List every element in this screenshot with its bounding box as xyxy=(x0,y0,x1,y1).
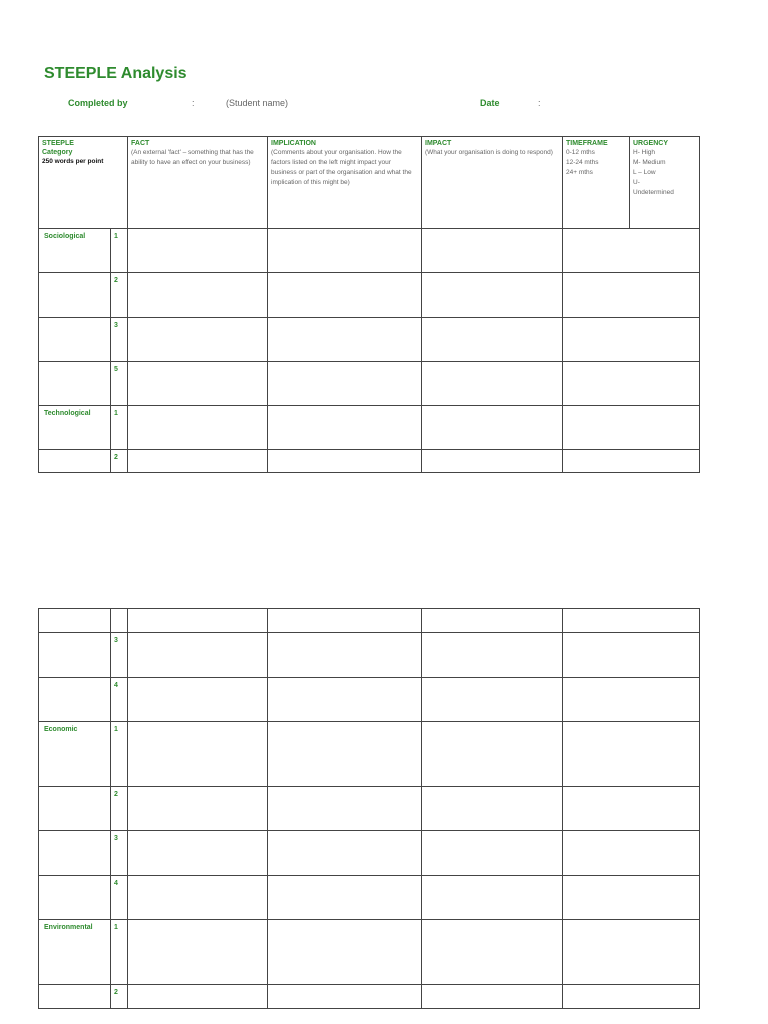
fact-cell[interactable] xyxy=(128,362,268,406)
implication-cell[interactable] xyxy=(268,678,422,722)
timeframe-item: 12-24 mths xyxy=(566,159,599,166)
table-row xyxy=(39,985,700,1009)
fact-cell[interactable] xyxy=(128,876,268,920)
category-cell: Technological xyxy=(39,406,111,450)
timeframe-item: 0-12 mths xyxy=(566,149,595,156)
implication-cell[interactable] xyxy=(268,450,422,473)
implication-cell[interactable] xyxy=(268,362,422,406)
date-field[interactable]: : xyxy=(538,98,541,108)
completed-by-colon: : xyxy=(192,98,195,108)
point-number: 3 xyxy=(111,831,128,876)
impact-cell[interactable] xyxy=(422,920,563,985)
category-cell xyxy=(39,633,111,678)
implication-cell[interactable] xyxy=(268,876,422,920)
header-impact xyxy=(422,137,563,229)
category-cell xyxy=(39,609,111,633)
header-impact-title: IMPACT xyxy=(425,140,452,147)
point-number: 1 xyxy=(111,406,128,450)
implication-cell[interactable] xyxy=(268,920,422,985)
header-timeframe xyxy=(563,137,630,229)
timeframe-urgency-cell[interactable] xyxy=(563,678,700,722)
category-cell xyxy=(39,876,111,920)
implication-cell[interactable] xyxy=(268,406,422,450)
point-number: 1 xyxy=(111,722,128,787)
point-number: 2 xyxy=(111,273,128,318)
steeple-table-page-1 xyxy=(38,136,700,473)
impact-cell[interactable] xyxy=(422,633,563,678)
fact-cell[interactable] xyxy=(128,609,268,633)
fact-cell[interactable] xyxy=(128,450,268,473)
category-cell: Environmental xyxy=(39,920,111,985)
timeframe-urgency-cell[interactable] xyxy=(563,450,700,473)
impact-cell[interactable] xyxy=(422,609,563,633)
header-fact-sub: (An external 'fact' – something that has the ability to have an effect on your business) xyxy=(131,149,254,166)
point-number: 2 xyxy=(111,787,128,831)
table-row xyxy=(39,920,700,985)
impact-cell[interactable] xyxy=(422,229,563,273)
timeframe-urgency-cell[interactable] xyxy=(563,920,700,985)
fact-cell[interactable] xyxy=(128,920,268,985)
implication-cell[interactable] xyxy=(268,722,422,787)
implication-cell[interactable] xyxy=(268,985,422,1009)
header-urgency xyxy=(630,137,700,229)
table-row xyxy=(39,787,700,831)
fact-cell[interactable] xyxy=(128,229,268,273)
impact-cell[interactable] xyxy=(422,787,563,831)
implication-cell[interactable] xyxy=(268,318,422,362)
header-category-title-2: Category xyxy=(42,149,73,156)
category-cell xyxy=(39,985,111,1009)
table-row xyxy=(39,678,700,722)
urgency-item: L – Low xyxy=(633,169,656,176)
header-category-title-1: STEEPLE xyxy=(42,140,74,147)
impact-cell[interactable] xyxy=(422,273,563,318)
header-implication xyxy=(268,137,422,229)
header-fact xyxy=(128,137,268,229)
timeframe-urgency-cell[interactable] xyxy=(563,787,700,831)
fact-cell[interactable] xyxy=(128,678,268,722)
timeframe-urgency-cell[interactable] xyxy=(563,722,700,787)
table-row xyxy=(39,362,700,406)
urgency-item: U- xyxy=(633,179,640,186)
fact-cell[interactable] xyxy=(128,633,268,678)
point-number xyxy=(111,609,128,633)
impact-cell[interactable] xyxy=(422,450,563,473)
fact-cell[interactable] xyxy=(128,831,268,876)
page-title: STEEPLE Analysis xyxy=(44,65,187,82)
category-cell xyxy=(39,450,111,473)
implication-cell[interactable] xyxy=(268,273,422,318)
point-number: 1 xyxy=(111,229,128,273)
timeframe-urgency-cell[interactable] xyxy=(563,273,700,318)
table-header-row xyxy=(39,137,700,229)
header-urgency-title: URGENCY xyxy=(633,140,669,147)
fact-cell[interactable] xyxy=(128,787,268,831)
category-cell: Sociological xyxy=(39,229,111,273)
completed-by-label: Completed by xyxy=(68,98,128,108)
header-implication-title: IMPLICATION xyxy=(271,140,316,147)
header-fact-title: FACT xyxy=(131,140,150,147)
implication-cell[interactable] xyxy=(268,633,422,678)
table-row xyxy=(39,609,700,633)
impact-cell[interactable] xyxy=(422,406,563,450)
table-row xyxy=(39,633,700,678)
category-cell: Economic xyxy=(39,722,111,787)
impact-cell[interactable] xyxy=(422,722,563,787)
table-row xyxy=(39,876,700,920)
implication-cell[interactable] xyxy=(268,787,422,831)
table-row xyxy=(39,273,700,318)
timeframe-urgency-cell[interactable] xyxy=(563,633,700,678)
implication-cell[interactable] xyxy=(268,831,422,876)
point-number: 3 xyxy=(111,318,128,362)
table-row xyxy=(39,722,700,787)
student-name-field[interactable]: (Student name) xyxy=(226,98,289,108)
table-row xyxy=(39,229,700,273)
timeframe-urgency-cell[interactable] xyxy=(563,985,700,1009)
table-row xyxy=(39,831,700,876)
implication-cell[interactable] xyxy=(268,609,422,633)
steeple-table-page-2 xyxy=(38,608,700,1009)
impact-cell[interactable] xyxy=(422,831,563,876)
urgency-item: H- High xyxy=(633,149,656,156)
category-cell xyxy=(39,362,111,406)
table-row xyxy=(39,450,700,473)
category-cell xyxy=(39,318,111,362)
category-cell xyxy=(39,273,111,318)
fact-cell[interactable] xyxy=(128,406,268,450)
point-number: 1 xyxy=(111,920,128,985)
impact-cell[interactable] xyxy=(422,362,563,406)
date-label: Date xyxy=(480,98,500,108)
implication-cell[interactable] xyxy=(268,229,422,273)
category-cell xyxy=(39,678,111,722)
point-number: 3 xyxy=(111,633,128,678)
timeframe-urgency-cell[interactable] xyxy=(563,318,700,362)
timeframe-urgency-cell[interactable] xyxy=(563,831,700,876)
category-cell xyxy=(39,787,111,831)
impact-cell[interactable] xyxy=(422,985,563,1009)
header-category xyxy=(39,137,128,229)
header-category-sub: 250 words per point xyxy=(42,158,104,165)
point-number: 4 xyxy=(111,876,128,920)
point-number: 2 xyxy=(111,450,128,473)
timeframe-item: 24+ mths xyxy=(566,169,593,176)
fact-cell[interactable] xyxy=(128,273,268,318)
header-timeframe-title: TIMEFRAME xyxy=(566,140,608,147)
timeframe-urgency-cell[interactable] xyxy=(563,876,700,920)
timeframe-urgency-cell[interactable] xyxy=(563,229,700,273)
header-implication-sub: (Comments about your organisation. How the factors listed on the left might impact your business or part of the organisation and what the implication of this might be) xyxy=(271,149,412,186)
point-number: 4 xyxy=(111,678,128,722)
urgency-item: Undetermined xyxy=(633,189,674,196)
impact-cell[interactable] xyxy=(422,876,563,920)
table-row xyxy=(39,406,700,450)
point-number: 5 xyxy=(111,362,128,406)
category-cell xyxy=(39,831,111,876)
fact-cell[interactable] xyxy=(128,722,268,787)
table-row xyxy=(39,318,700,362)
urgency-item: M- Medium xyxy=(633,159,666,166)
timeframe-urgency-cell[interactable] xyxy=(563,406,700,450)
impact-cell[interactable] xyxy=(422,678,563,722)
timeframe-urgency-cell[interactable] xyxy=(563,362,700,406)
timeframe-urgency-cell[interactable] xyxy=(563,609,700,633)
header-impact-sub: (What your organisation is doing to respond) xyxy=(425,149,553,156)
fact-cell[interactable] xyxy=(128,318,268,362)
point-number: 2 xyxy=(111,985,128,1009)
impact-cell[interactable] xyxy=(422,318,563,362)
fact-cell[interactable] xyxy=(128,985,268,1009)
